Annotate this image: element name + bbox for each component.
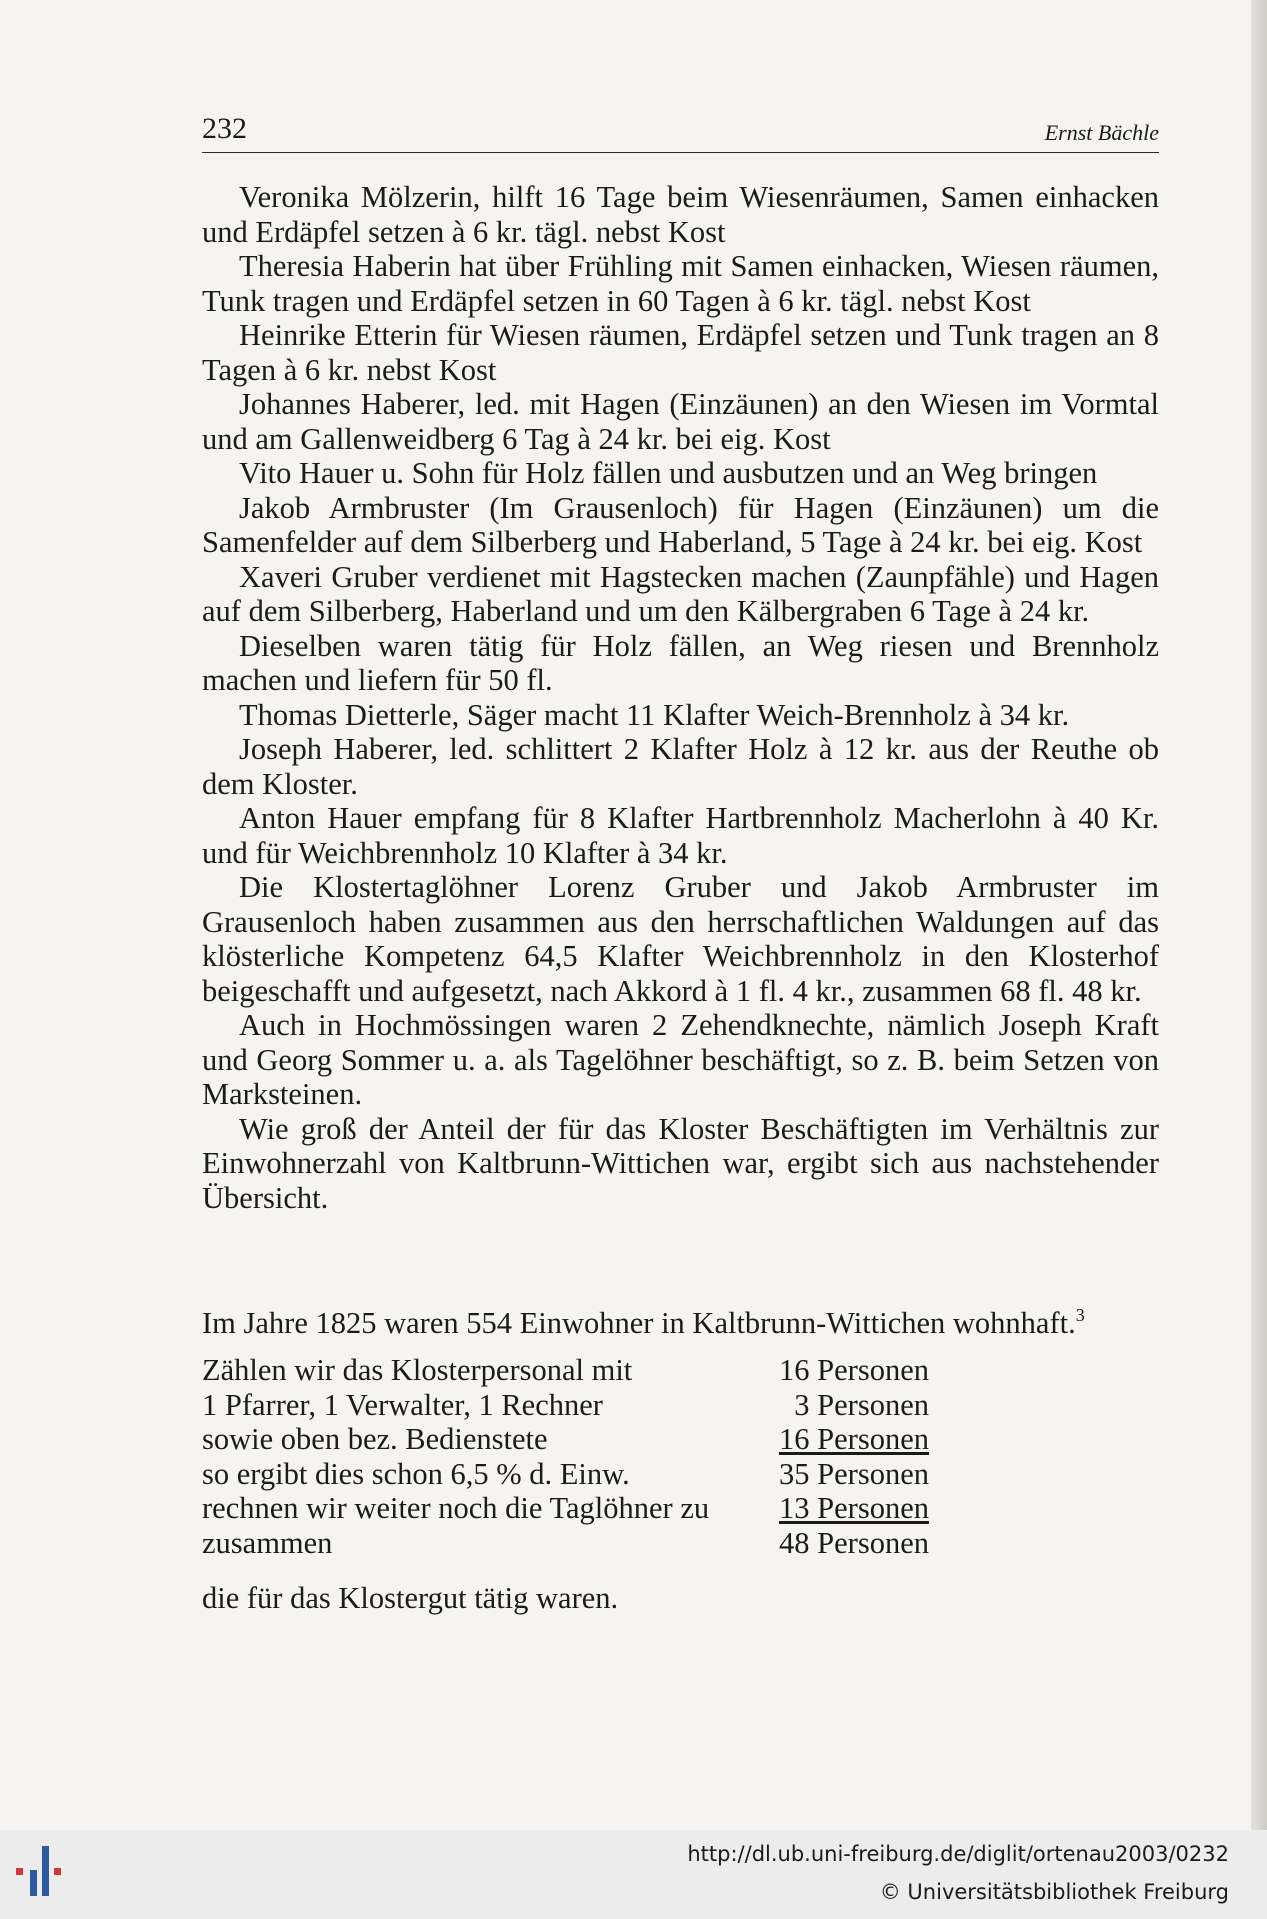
source-url-link[interactable]: http://dl.ub.uni-freiburg.de/diglit/ortenau2003/0232 (687, 1842, 1229, 1866)
paragraph: Johannes Haberer, led. mit Hagen (Einzäunen) an den Wiesen im Vormtal und am Gallenweidberg 6 Tag à 24 kr. bei eig. Kost (202, 387, 1159, 456)
paragraph: Vito Hauer u. Sohn für Holz fällen und ausbutzen und an Weg bringen (239, 456, 1098, 490)
footnote-marker: 3 (1075, 1305, 1085, 1325)
paragraph: Die Klostertaglöhner Lorenz Gruber und Jakob Armbruster im Grausenloch haben zusammen aus den herrschaftlichen Waldungen auf das klösterliche Kompetenz 64,5 Klafter Weichbrennholz in den Klosterhof beigeschafft und aufgesetzt, nach Akkord à 1 fl. 4 kr., zusammen 68 fl. 48 kr. (202, 870, 1159, 1008)
tally-count: 35 Personen (779, 1456, 929, 1491)
paragraph: Xaveri Gruber verdienet mit Hagstecken machen (Zaunpfähle) und Hagen auf dem Silberberg, Haberland und um den Kälbergraben 6 Tage à 24 kr. (202, 559, 1159, 628)
tally-count: 16 Personen (779, 1422, 929, 1456)
tally-row (202, 1388, 962, 1423)
tally-count: 13 Personen (779, 1491, 929, 1525)
tally-row (202, 1422, 962, 1457)
paragraph: Joseph Haberer, led. schlittert 2 Klafter Holz à 12 kr. aus der Reuthe ob dem Kloster. (202, 732, 1159, 801)
tally-row (202, 1353, 962, 1388)
tally-label: 1 Pfarrer, 1 Verwalter, 1 Rechner (202, 1387, 603, 1422)
tally-label: rechnen wir weiter noch die Taglöhner zu (202, 1491, 710, 1525)
page-edge-shadow (1251, 0, 1267, 1919)
header-divider (202, 152, 1159, 153)
paragraph: Auch in Hochmössingen waren 2 Zehendknechte, nämlich Joseph Kraft und Georg Sommer u. a. als Tagelöhner beschäftigt, so z. B. beim Setzen von Marksteinen. (202, 1008, 1159, 1111)
paragraph: Veronika Mölzerin, hilft 16 Tage beim Wiesenräumen, Samen einhacken und Erdäpfel setzen à 6 kr. tägl. nebst Kost (202, 180, 1159, 249)
tally-row (202, 1491, 962, 1526)
library-logo-icon (16, 1840, 80, 1904)
paragraph: Jakob Armbruster (Im Grausenloch) für Hagen (Einzäunen) um die Samenfelder auf dem Silberberg und Haberland, 5 Tage à 24 kr. bei eig. Kost (202, 490, 1159, 559)
population-summary (202, 1298, 1085, 1341)
running-head-author: Ernst Bächle (1044, 120, 1159, 145)
tally-label: sowie oben bez. Bedienstete (202, 1422, 548, 1456)
tally-label: so ergibt dies schon 6,5 % d. Einw. (202, 1456, 630, 1491)
copyright-notice: © Universitätsbibliothek Freiburg (879, 1880, 1229, 1904)
paragraph: Dieselben waren tätig für Holz fällen, an Weg riesen und Brennholz machen und liefern für 50 fl. (202, 628, 1159, 697)
tally-count: 48 Personen (779, 1525, 929, 1560)
tally-row (202, 1457, 962, 1492)
tally-label: Zählen wir das Klosterpersonal mit (202, 1353, 633, 1387)
tally-count: 16 Personen (779, 1353, 929, 1387)
personnel-tally (202, 1353, 962, 1560)
tally-count: 3 Personen (794, 1387, 929, 1422)
page-number: 232 (202, 112, 247, 145)
tally-row (202, 1526, 962, 1561)
paragraph: Anton Hauer empfang für 8 Klafter Hartbrennholz Macherlohn à 40 Kr. und für Weichbrennholz 10 Klafter à 34 kr. (202, 801, 1159, 870)
body-text (202, 180, 1159, 1215)
paragraph: Heinrike Etterin für Wiesen räumen, Erdäpfel setzen und Tunk tragen an 8 Tagen à 6 kr. nebst Kost (202, 318, 1159, 387)
summary-text: Im Jahre 1825 waren 554 Einwohner in Kaltbrunn-Wittichen wohnhaft. (202, 1306, 1076, 1340)
paragraph: Thomas Dietterle, Säger macht 11 Klafter Weich-Brennholz à 34 kr. (239, 697, 1070, 732)
paragraph: Wie groß der Anteil der für das Kloster Beschäftigten im Verhältnis zur Einwohnerzahl von Kaltbrunn-Wittichen war, ergibt sich aus nachstehender Übersicht. (202, 1111, 1159, 1215)
closing-line: die für das Klostergut tätig waren. (202, 1581, 619, 1615)
paragraph: Theresia Haberin hat über Frühling mit Samen einhacken, Wiesen räumen, Tunk tragen und Erdäpfel setzen in 60 Tagen à 6 kr. tägl. nebst Kost (202, 249, 1159, 318)
tally-label: zusammen (202, 1525, 333, 1560)
